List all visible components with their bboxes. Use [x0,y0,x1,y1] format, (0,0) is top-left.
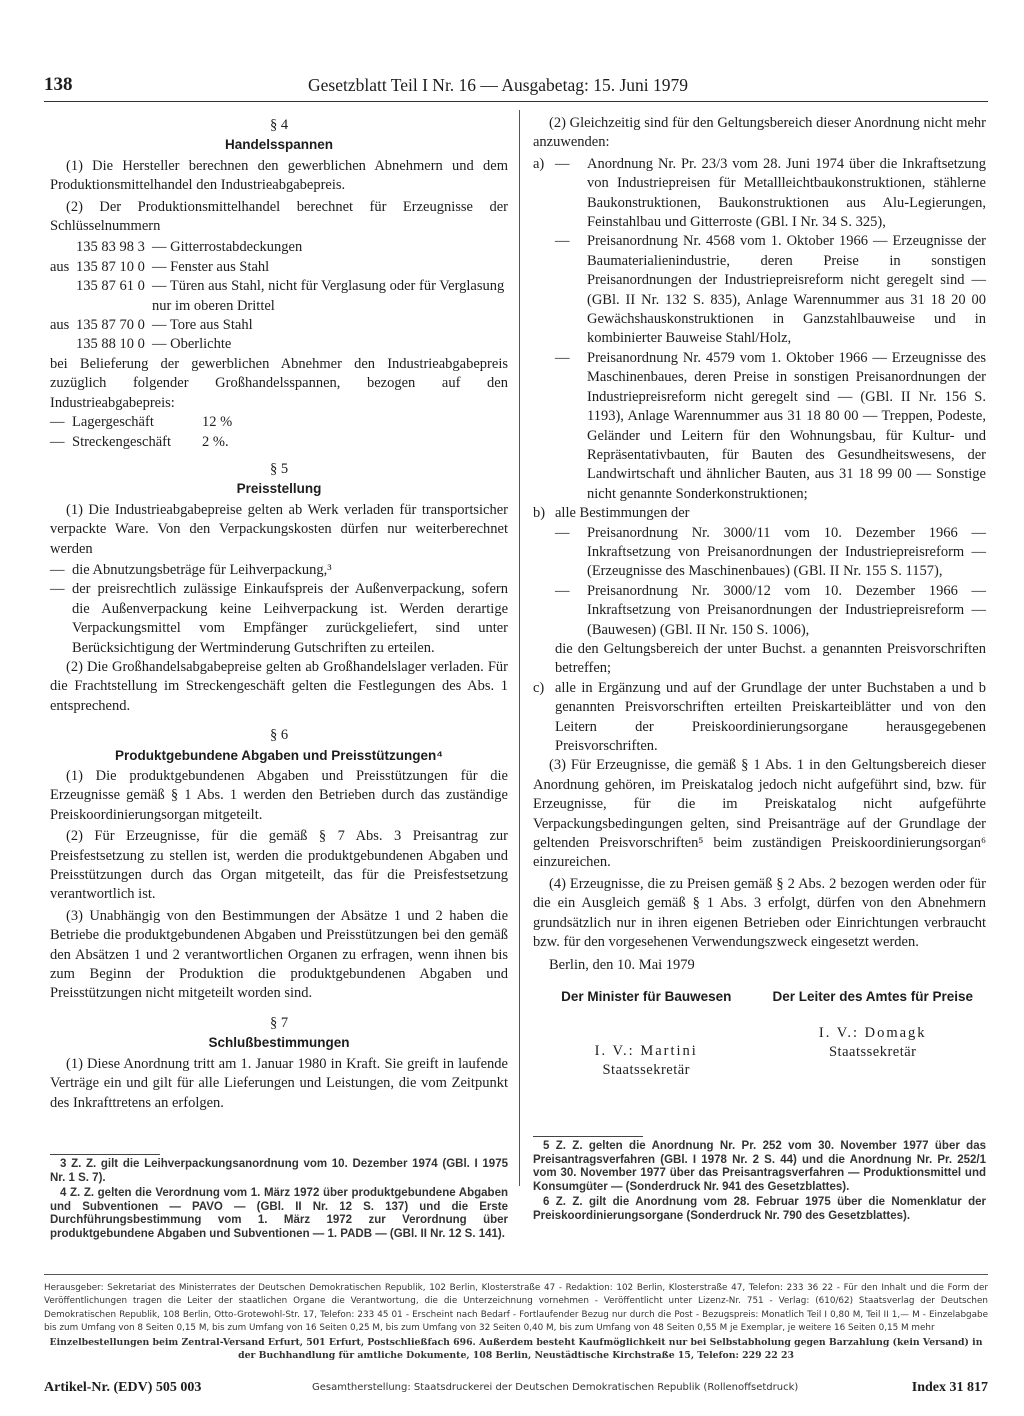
list-item-c [533,679,986,757]
section-7-para-4: (4) Erzeugnisse, die zu Preisen gemäß § 2 Abs. 2 bezogen werden oder für die ein Ausgleich gemäß § 1 Abs. 3 erfolgt, dürfen von den Abnehmern grundsätzlich nur in ihren eigenen Betrieben oder Einrichtungen verbraucht bzw. für den vorgesehenen Verwendungszweck eingesetzt werden. [533,875,986,951]
signature-minister [533,988,760,1081]
item-label: c) [533,679,545,696]
item-b-tail: die den Geltungsbereich der unter Buchst. a genannten Preisvorschriften betreffen; [555,640,986,677]
place-and-date: Berlin, den 10. Mai 1979 [549,957,695,974]
signer-role: Der Leiter des Amtes für Preise [772,988,974,1004]
section-6-para-1: (1) Die produktgebundenen Abgaben und Preisstützungen für die Erzeugnisse gemäß § 1 Abs. 1 werden den Betrieben durch das zuständige Preiskoordinierungsorgan mitgeteilt. [50,768,508,823]
header-title: Gesetzblatt Teil I Nr. 16 — Ausgabetag: 15. Juni 1979 [308,75,688,95]
packaging-item [50,580,508,658]
section-7-para-3: (3) Für Erzeugnisse, die gemäß § 1 Abs. 1 in den Geltungsbereich dieser Anordnung gehören, im Preiskatalog jedoch nicht aufgeführt sind, bzw. für Erzeugnisse, für die im Preiskatalog nicht aufgeführte Verpackungsbedingungen gelten, sind Preisanträge auf der Grundlage der geltenden Preisvorschriften⁵ beim zuständigen Preiskoordinierungsorgan⁶ einzureichen. [533,757,986,871]
list-dash: — [555,233,570,250]
list-dash: — [555,155,570,172]
repealed-order [555,155,986,233]
list-dash: — [555,582,570,599]
key-prefix [50,238,76,257]
imprint-rule [44,1274,988,1275]
repealed-order [555,524,986,582]
key-number: 135 87 70 0 [76,317,145,334]
key-prefix [50,335,76,354]
section-5-title: Preisstellung [236,481,322,497]
section-6-heading: § 6 [269,727,289,744]
footnote-rule-right [533,1136,643,1137]
signer-name: I. V.: Domagk [818,1024,927,1041]
list-dash: — [50,581,65,598]
key-description: — Oberlichte [152,336,232,353]
imprint [44,1282,988,1362]
repealed-order-text: Preisanordnung Nr. 3000/11 vom 10. Dezember 1966 — Inkraftsetzung von Preisanordnungen der Industriepreisreform — (Erzeugnisse des Maschinenbaues) (GBl. II Nr. 155 S. 1157), [587,524,986,580]
footnote: 5 Z. Z. gelten die Anordnung Nr. Pr. 252 vom 30. November 1977 über das Preisantragsverfahren (GBl. I 1978 Nr. 2 S. 44) und die Anordnung Nr. Pr. 252/1 vom 30. November 1977 über das Preisantragsverfahren — Produktionsmittel und Konsumgüter — (Sonderdruck Nr. 941 des Gesetzblattes). [533,1140,986,1193]
signature-office-head [760,988,987,1081]
list-item-b [533,504,986,679]
index-number: Index 31 817 [911,1380,988,1395]
signer-title: Staatssekretär [602,1062,691,1079]
rate-dash: — [50,414,65,431]
repealed-order [555,232,986,348]
repealed-order-text: Preisanordnung Nr. 4579 vom 1. Oktober 1966 — Erzeugnisse des Maschinenbaues, deren Preise in sonstigen Preisanordnungen der Industriepreisreform nicht geregelt sind — (GBl. II Nr. 156 S. 1193), Anlage Warennummer aus 31 18 80 00 — Treppen, Podeste, Geländer und Leitern für den Wohnungsbau, für Kultur- und Repräsentativbauten, für Bauten des Gesundheitswesens, der Landwirtschaft und ähnlicher Bauten, aus 31 18 99 00 — Sonstige nicht genannte Sonderkonstruktionen; [587,349,986,502]
repealed-order-text: Preisanordnung Nr. 3000/12 vom 10. Dezember 1966 — Inkraftsetzung von Preisanordnungen der Industriepreisreform — (Bauwesen) (GBl. II Nr. 150 S. 1006), [587,582,986,638]
section-4-para-2: (2) Der Produktionsmittelhandel berechnet für Erzeugnisse der Schlüsselnummern [50,198,508,235]
key-description: — Türen aus Stahl, nicht für Verglasung oder für Verglasung nur im oberen Drittel [152,278,505,314]
signer-role: Der Minister für Bauwesen [561,988,732,1004]
footnote-rule-left [50,1154,160,1155]
key-number-row [50,277,508,316]
rate-row [50,413,508,432]
list-dash: — [555,524,570,541]
packaging-item-text: der preisrechtlich zulässige Einkaufspreis der Außenverpackung, sofern die Außenverpackung keine Leihverpackung ist. Werden derartige Verpackungsmittel vom Empfänger zurückgeliefert, sind unter Berücksichtigung der Wertminderung Gutschriften zu erteilen. [72,581,508,656]
item-label: a) [533,155,545,172]
printer-credit: Gesamtherstellung: Staatsdruckerei der Deutschen Demokratischen Republik (Rollenoffsetdruck) [312,1382,799,1393]
item-c-text: alle in Ergänzung und auf der Grundlage der unter Buchstaben a und b genannten Preisvorschriften erteilten Preiskarteiblätter und von den Leitern der Preiskoordinierungsorgane herausgegebenen Preisvorschriften. [555,679,986,754]
section-5-heading: § 5 [269,460,289,477]
repealed-order [555,349,986,504]
section-4-heading: § 4 [269,117,289,133]
imprint-text: Herausgeber: Sekretariat des Ministerrates der Deutschen Demokratischen Republik, 102 Berlin, Klosterstraße 47 - Redaktion: 102 Berlin, Klosterstraße 47, Telefon: 233 36 22 - Für den Inhalt und die Form der Veröffentlichungen tragen die Leiter der staatlichen Organe die Verantwortung, die die Unterzeichnung vornehmen - Veröffentlicht unter Lizenz-Nr. 751 - Verlag: (610/62) Staatsverlag der Deutschen Demokratischen Republik, 108 Berlin, Otto-Grotewohl-Str. 17, Telefon: 233 45 01 - Erscheint nach Bedarf - Fortlaufender Bezug nur durch die Post - Bezugspreis: Monatlich Teil I 0,80 M, Teil II 1,— M - Einzelabgabe bis zum Umfang von 8 Seiten 0,15 M, bis zum Umfang von 16 Seiten 0,25 M, bis zum Umfang von 32 Seiten 0,40 M, bis zum Umfang von 48 Seiten 0,55 M je Exemplar, je weitere 16 Seiten 0,15 M mehr [44,1283,988,1334]
key-number-row [50,238,508,257]
key-number: 135 87 61 0 [76,278,145,295]
packaging-item-text: die Abnutzungsbeträge für Leihverpackung,³ [72,561,332,578]
rate-dash: — [50,433,65,450]
key-number-row [50,258,508,277]
rate-name: Streckengeschäft [72,433,172,450]
key-description: — Tore aus Stahl [152,317,253,334]
column-divider [519,110,520,1186]
section-5-para-1: (1) Die Industrieabgabepreise gelten ab Werk verladen für transportsicher verpackte Ware. Von den Verpackungskosten dürfen nur weiterberechnet werden [50,501,508,557]
item-b-text: alle Bestimmungen der [555,505,690,522]
list-dash: — [50,561,65,578]
left-column [50,114,508,1115]
page-number: 138 [44,74,73,95]
rate-value: 12 % [202,414,233,431]
key-prefix: aus [50,258,70,275]
signer-name: I. V.: Martini [594,1042,698,1059]
section-6-para-2: (2) Für Erzeugnisse, für die gemäß § 7 Abs. 3 Preisantrag zur Preisfestsetzung zu stellen ist, werden die produktgebundenen Abgaben und Preisstützungen durch das Organ mitgeteilt, das für die Preisfestsetzung verantwortlich ist. [50,828,508,903]
right-column [533,114,986,1081]
key-prefix [50,277,76,316]
header-rule [44,101,988,102]
footnote: 3 Z. Z. gilt die Leihverpackungsanordnung vom 10. Dezember 1974 (GBl. I 1975 Nr. 1 S. 7). [50,1158,508,1184]
rate-name: Lagergeschäft [72,414,154,431]
key-number: 135 88 10 0 [76,336,145,353]
section-7-para-1: (1) Diese Anordnung tritt am 1. Januar 1980 in Kraft. Sie greift in laufende Verträge ein und gilt für alle Lieferungen und Leistungen, die vom Zeitpunkt des Inkrafttretens an erfolgen. [50,1055,508,1111]
section-4-para-1: (1) Die Hersteller berechnen den gewerblichen Abnehmern und dem Produktionsmittelhandel den Industrieabgabepreis. [50,157,508,194]
section-6-title: Produktgebundene Abgaben und Preisstützungen⁴ [115,747,443,763]
footnotes-right [533,1140,986,1226]
item-label: b) [533,505,546,522]
article-number: Artikel-Nr. (EDV) 505 003 [44,1380,202,1395]
packaging-item [50,561,508,580]
key-description: — Gitterrostabdeckungen [152,239,303,256]
section-7-heading: § 7 [269,1014,289,1031]
key-description: — Fenster aus Stahl [152,258,270,275]
repealed-order-text: Preisanordnung Nr. 4568 vom 1. Oktober 1966 — Erzeugnisse der Baumaterialienindustrie, deren Preise in sonstigen Preisanordnungen der Industriepreisreform nicht geregelt sind — (GBl. II Nr. 132 S. 835), Anlage Warennummer aus 31 18 20 00 Gewächshauskonstruktionen in Ganzstahlbauweise und in kombinierter Bauweise Stahl/Holz, [587,233,986,347]
page-header [44,74,988,100]
section-7-title: Schlußbestimmungen [208,1035,350,1051]
rate-value: 2 %. [202,433,229,450]
key-number-row [50,335,508,354]
section-5-para-2: (2) Die Großhandelsabgabepreise gelten ab Großhandelslager verladen. Für die Frachtstellung im Streckengeschäft gelten die Festlegungen des Abs. 1 entsprechend. [50,658,508,714]
repealed-order [555,582,986,640]
footnote: 6 Z. Z. gilt die Anordnung vom 28. Februar 1975 über die Nomenklatur der Preiskoordinierungsorgane (Sonderdruck Nr. 790 des Gesetzblattes). [533,1196,986,1222]
key-number: 135 87 10 0 [76,258,145,275]
list-dash: — [555,349,570,366]
section-6-para-3: (3) Unabhängig von den Bestimmungen der Absätze 1 und 2 haben die Betriebe die produktgebundenen Abgaben und Preisstützungen bei den gemäß den Absätzen 1 und 2 verantwortlichen Organen zu erfragen, wenn ihnen bis zum Beginn der Produktion die produktgebundenen Abgaben und Preisstützungen nicht mitgeteilt worden sind. [50,907,508,1002]
key-prefix: aus [50,317,70,334]
signature-block [533,988,986,1081]
bottom-row [44,1380,988,1398]
footnote: 4 Z. Z. gelten die Verordnung vom 1. März 1972 über produktgebundene Abgaben und Subventionen — PAVO — (GBl. II Nr. 12 S. 137) und die Erste Durchführungsbestimmung vom 1. März 1972 zur Verordnung über produktgebundene Abgaben und Subventionen — 1. PADB — (GBl. II Nr. 12 S. 141). [50,1187,508,1240]
section-4-para-3: bei Belieferung der gewerblichen Abnehmer den Industrieabgabepreis zuzüglich folgender Großhandelsspannen, bezogen auf den Industrieabgabepreis: [50,355,508,411]
section-7-para-2: (2) Gleichzeitig sind für den Geltungsbereich dieser Anordnung nicht mehr anzuwenden: [533,115,986,151]
key-number: 135 83 98 3 [76,239,145,256]
imprint-order-info: Einzelbestellungen beim Zentral-Versand Erfurt, 501 Erfurt, Postschließfach 696. Außerdem besteht Kaufmöglichkeit nur bei Selbstabholung gegen Barzahlung (kein Versand) in der Buchhandlung für amtliche Dokumente, 108 Berlin, Neustädtische Kirchstraße 15, Telefon: 229 22 23 [49,1336,983,1362]
signer-title: Staatssekretär [828,1044,917,1061]
footnotes-left [50,1158,508,1244]
section-4-title: Handelsspannen [224,137,334,153]
rate-row [50,433,508,452]
repealed-order-text: Anordnung Nr. Pr. 23/3 vom 28. Juni 1974 über die Inkraftsetzung von Industriepreisen für Metallleichtbaukonstruktionen, stählerne Baukonstruktionen, Baukonstruktionen aus Alu-Legierungen, Feinstahlbau und Gitterroste (GBl. I Nr. 34 S. 325), [587,155,986,231]
list-item-a [533,155,986,504]
key-number-row [50,316,508,335]
